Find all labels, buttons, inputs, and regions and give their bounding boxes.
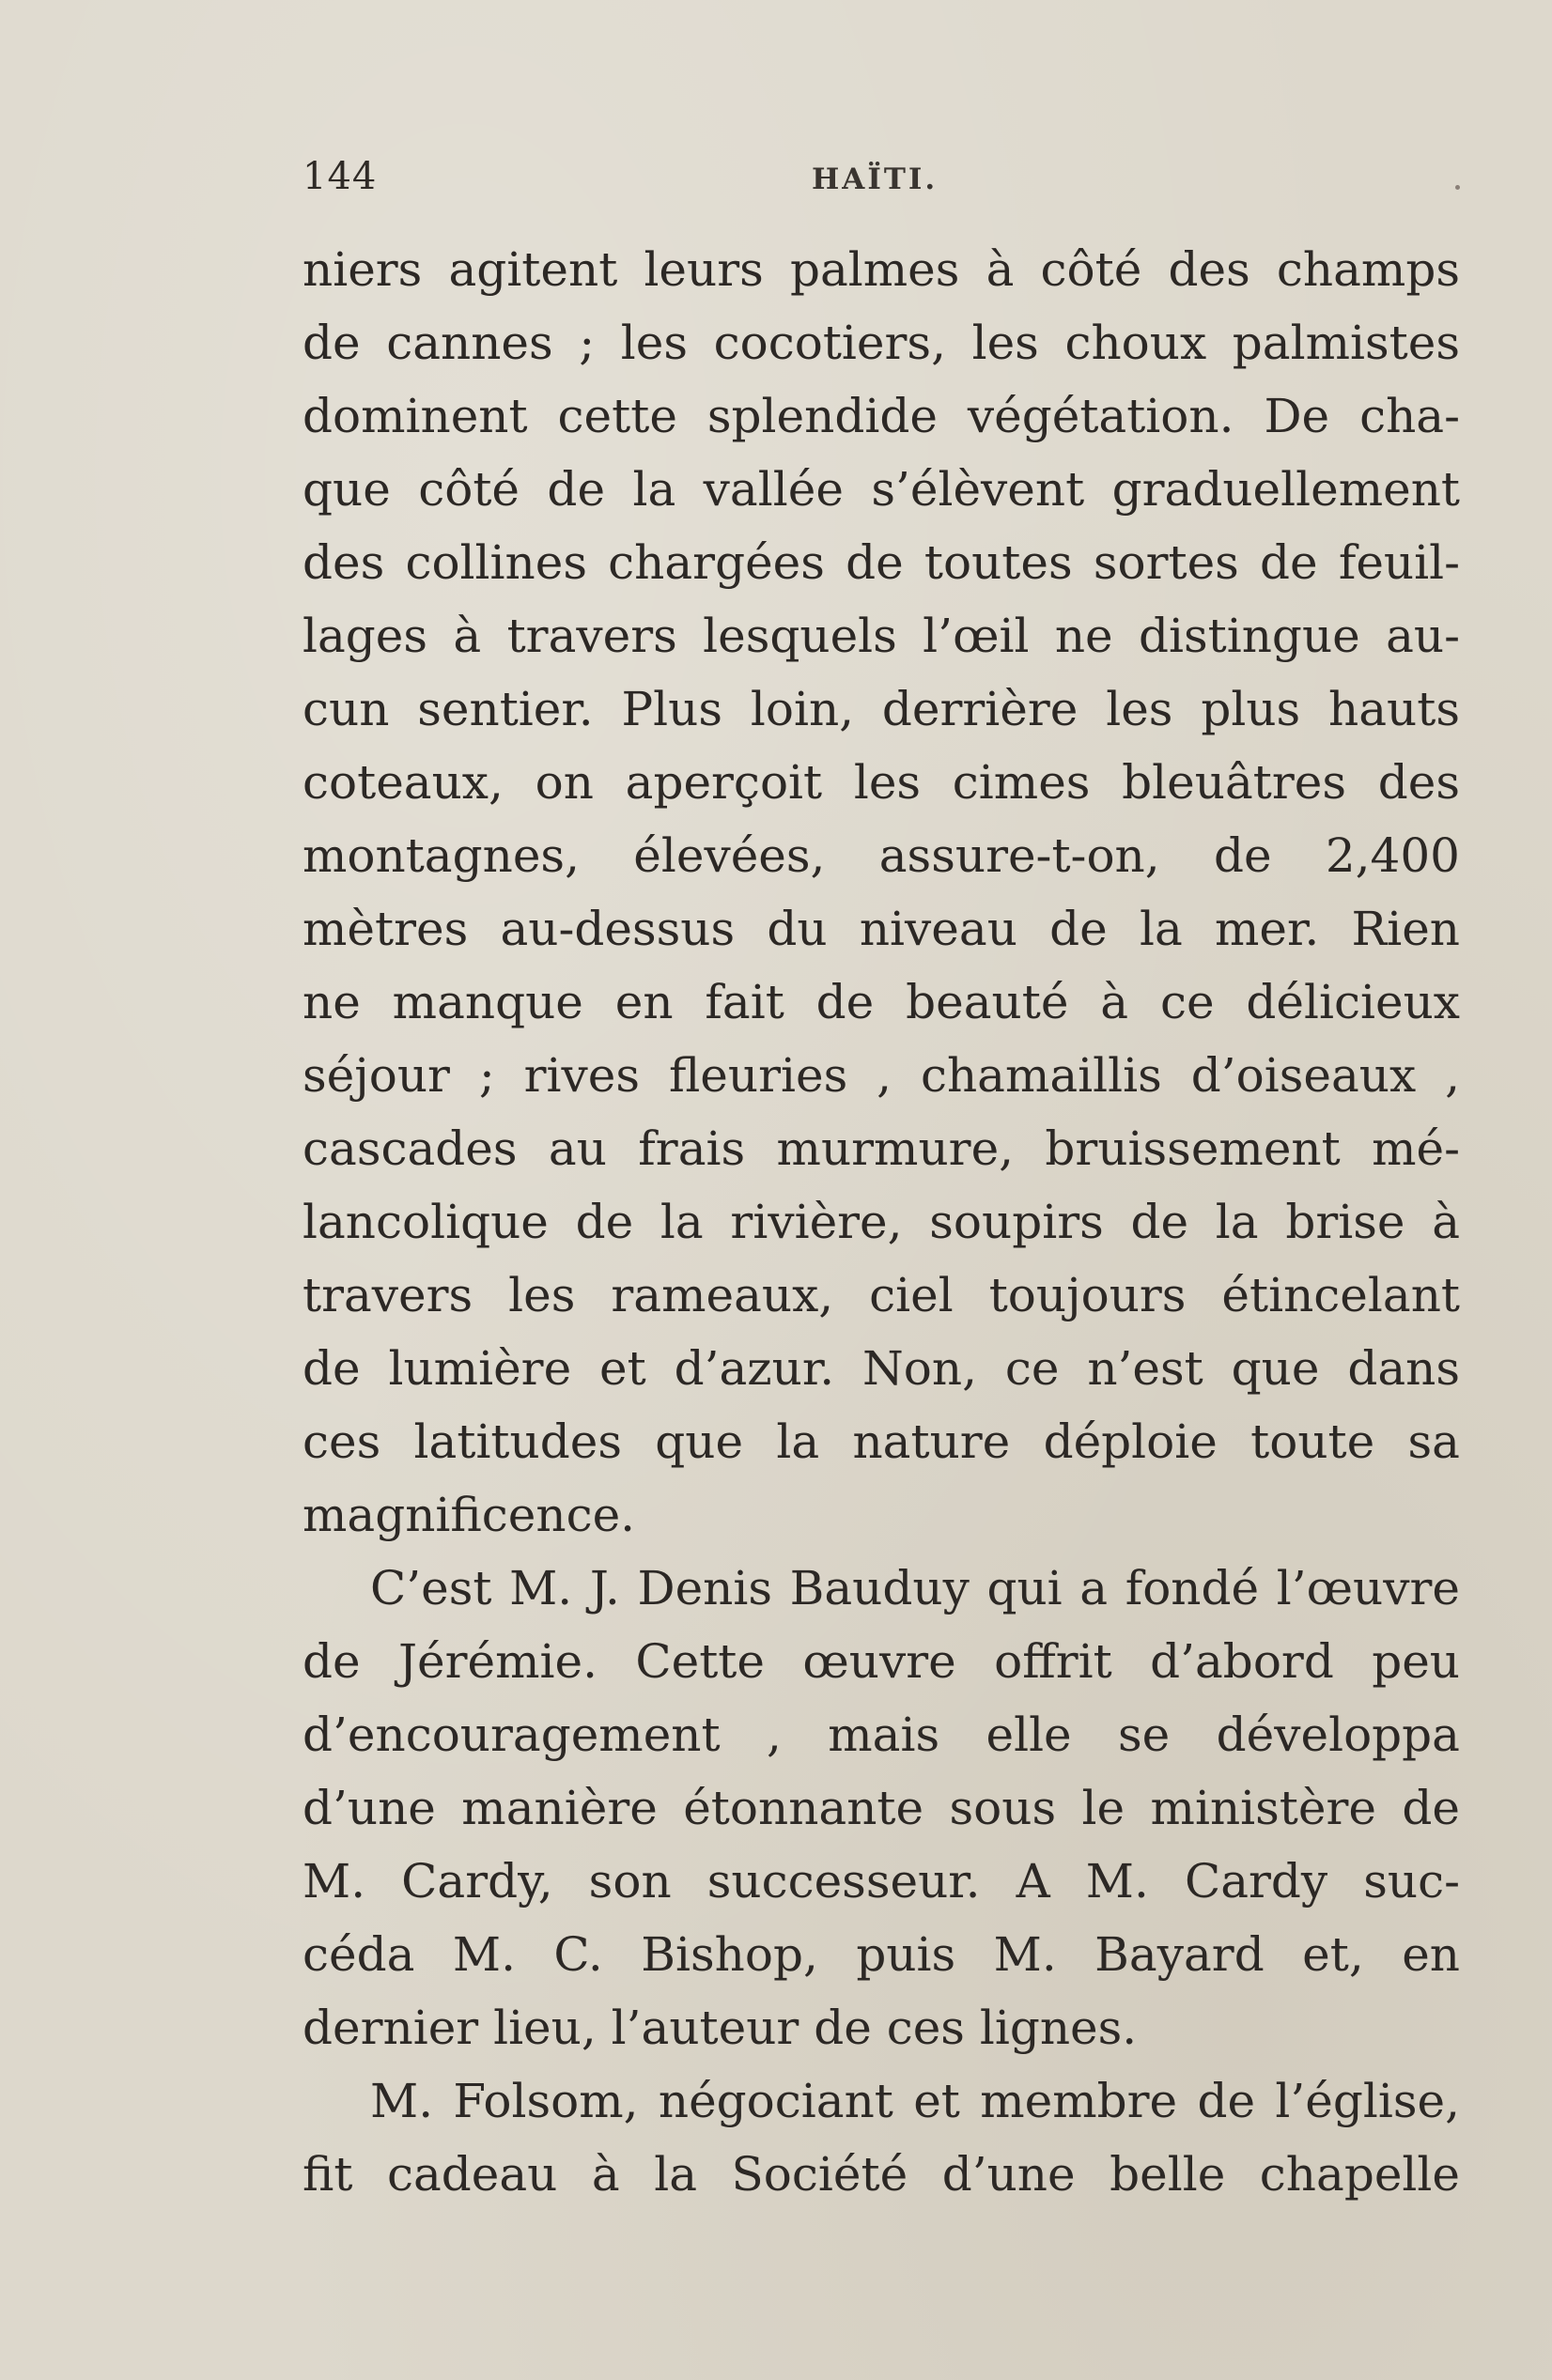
text-line: dominent cette splendide végétation. De cha- <box>303 389 1460 443</box>
print-speck <box>1455 185 1460 190</box>
text-line: lancolique de la rivière, soupirs de la brise à <box>303 1195 1460 1249</box>
text-line: mètres au-dessus du niveau de la mer. Rien <box>303 902 1460 956</box>
text-line: M. Folsom, négociant et membre de l’église, <box>370 2074 1460 2128</box>
text-line: d’encouragement , mais elle se développa <box>303 1708 1460 1762</box>
text-line: montagnes, élevées, assure-t-on, de 2,400 <box>303 828 1460 883</box>
text-line: lages à travers lesquels l’œil ne distingue au- <box>303 609 1460 663</box>
text-line: cun sentier. Plus loin, derrière les plus hauts <box>303 682 1460 736</box>
text-line: ces latitudes que la nature déploie toute sa <box>303 1414 1460 1469</box>
text-line: coteaux, on aperçoit les cimes bleuâtres des <box>303 755 1460 810</box>
text-line: ne manque en fait de beauté à ce délicieux <box>303 975 1460 1029</box>
text-line: M. Cardy, son successeur. A M. Cardy suc- <box>303 1854 1460 1909</box>
page-number: 144 <box>303 155 378 198</box>
text-line: C’est M. J. Denis Bauduy qui a fondé l’œuvre <box>370 1561 1460 1615</box>
text-line: cascades au frais murmure, bruissement mé- <box>303 1121 1460 1176</box>
running-head <box>303 155 1460 211</box>
body-text <box>303 233 1460 2211</box>
text-line: dernier lieu, l’auteur de ces lignes. <box>303 2001 1138 2055</box>
text-line: que côté de la vallée s’élèvent graduellement <box>303 462 1460 517</box>
text-line: céda M. C. Bishop, puis M. Bayard et, en <box>303 1927 1460 1982</box>
text-line: d’une manière étonnante sous le ministère de <box>303 1781 1460 1835</box>
text-line: magnificence. <box>303 1488 636 1542</box>
text-line: des collines chargées de toutes sortes de feuil- <box>303 535 1460 590</box>
text-line: niers agitent leurs palmes à côté des champs <box>303 242 1460 297</box>
text-line: de Jérémie. Cette œuvre offrit d’abord peu <box>303 1634 1460 1689</box>
text-line: de cannes ; les cocotiers, les choux palmistes <box>303 316 1460 370</box>
text-line: fit cadeau à la Société d’une belle chapelle <box>303 2147 1460 2202</box>
text-line: séjour ; rives fleuries , chamaillis d’oiseaux , <box>303 1048 1460 1103</box>
running-title: HAÏTI. <box>812 162 939 196</box>
text-line: de lumière et d’azur. Non, ce n’est que dans <box>303 1341 1460 1396</box>
text-line: travers les rameaux, ciel toujours étincelant <box>303 1268 1460 1322</box>
